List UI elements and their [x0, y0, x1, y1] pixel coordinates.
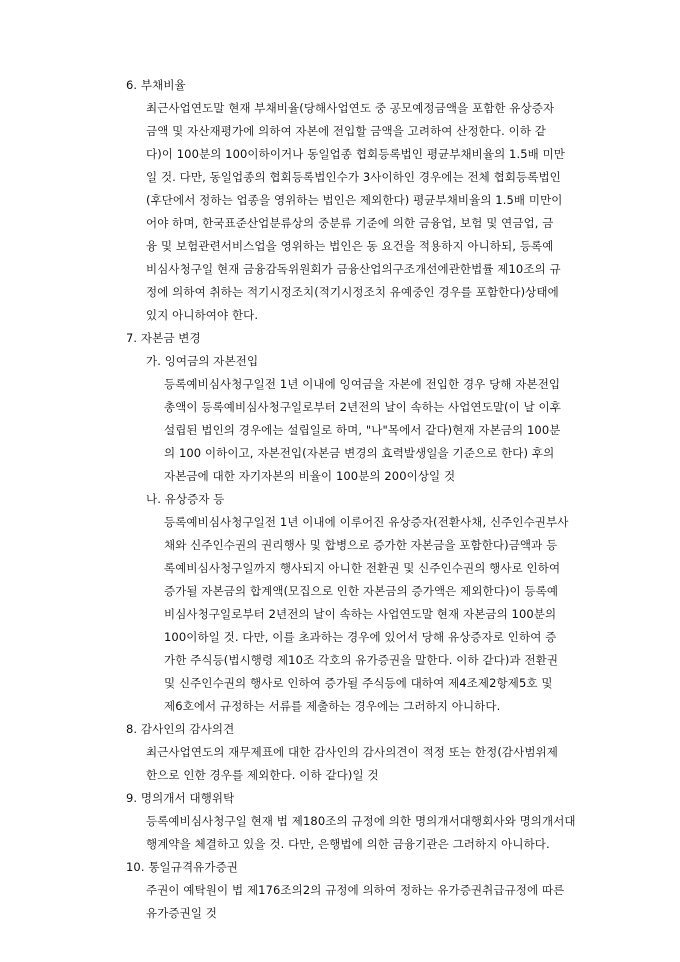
- section-9-line: 행계약을 체결하고 있을 것. 다만, 은행법에 의한 금융기관은 그러하지 아니하다.: [146, 837, 550, 851]
- section-7-na-heading: 나. 유상증자 등: [146, 492, 225, 506]
- section-7-na-line: 및 신주인수권의 행사로 인하여 증가될 주식등에 대하여 제4조제2항제5호 및: [164, 676, 553, 690]
- section-6-line: 최근사업연도말 현재 부채비율(당해사업연도 중 공모예정금액을 포함한 유상증자: [146, 101, 555, 115]
- section-6-line: (후단에서 정하는 업종을 영위하는 법인은 제외한다) 평균부채비율의 1.5배 미만이: [146, 193, 563, 207]
- section-6-line: 일 것. 다만, 동일업종의 협회등록법인수가 3사이하인 경우에는 전체 협회등록법인: [146, 170, 561, 184]
- section-7-na-line: 제6호에서 규정하는 서류를 제출하는 경우에는 그러하지 아니하다.: [164, 699, 501, 713]
- section-6-line: 정에 의하여 취하는 적기시정조치(적기시정조치 유예중인 경우를 포함한다)상태에: [146, 285, 559, 299]
- section-6-line: 융 및 보험관련서비스업을 영위하는 법인은 동 요건을 적용하지 아니하되, 등록예: [146, 239, 554, 253]
- section-6-line: 금액 및 자산재평가에 의하여 자본에 전입할 금액을 고려하여 산정한다. 이하 같: [146, 124, 546, 138]
- section-7-ga-heading: 가. 잉여금의 자본전입: [146, 354, 259, 368]
- section-7-na-line: 채와 신주인수권의 권리행사 및 합병으로 증가한 자본금을 포함한다)금액과 등: [164, 538, 558, 552]
- section-6-line: 비심사청구일 현재 금융감독위원회가 금융산업의구조개선에관한법률 제10조의 규: [146, 262, 561, 276]
- section-7-na-line: 100이하일 것. 다만, 이를 초과하는 경우에 있어서 당해 유상증자로 인하여 증: [164, 630, 557, 644]
- section-9-line: 등록예비심사청구일 현재 법 제180조의 규정에 의한 명의개서대행회사와 명의개서대: [146, 814, 576, 828]
- section-8-heading: 8. 감사인의 감사의견: [126, 722, 235, 736]
- section-7-ga-line: 등록예비심사청구일전 1년 이내에 잉여금을 자본에 전입한 경우 당해 자본전입: [164, 377, 561, 391]
- section-6-heading: 6. 부채비율: [126, 78, 186, 92]
- section-8-line: 한으로 인한 경우를 제외한다. 이하 같다)일 것: [146, 768, 379, 782]
- section-9-heading: 9. 명의개서 대행위탁: [126, 791, 235, 805]
- section-6-line: 있지 아니하여야 한다.: [146, 308, 259, 322]
- section-7-na-line: 증가될 자본금의 합계액(모집으로 인한 자본금의 증가액은 제외한다)이 등록예: [164, 584, 559, 598]
- section-10-line: 유가증권일 것: [146, 906, 218, 920]
- section-7-heading: 7. 자본금 변경: [126, 331, 201, 345]
- section-7-na-line: 등록예비심사청구일전 1년 이내에 이루어진 유상증자(전환사채, 신주인수권부사: [164, 515, 569, 529]
- section-6-line: 어야 하며, 한국표준산업분류상의 중분류 기준에 의한 금융업, 보험 및 연금업, 금: [146, 216, 554, 230]
- section-8-line: 최근사업연도의 재무제표에 대한 감사인의 감사의견이 적정 또는 한정(감사범위제: [146, 745, 558, 759]
- section-7-ga-line: 설립된 법인의 경우에는 설립일로 하며, "나"목에서 같다)현재 자본금의 100분: [164, 423, 561, 437]
- section-7-na-line: 가한 주식등(법시행령 제10조 각호의 유가증권을 말한다. 이하 같다)과 전환권: [164, 653, 559, 667]
- section-10-line: 주권이 예탁원이 법 제176조의2의 규정에 의하여 정하는 유가증권취급규정에 따른: [146, 883, 565, 897]
- section-7-na-line: 록예비심사청구일까지 행사되지 아니한 전환권 및 신주인수권의 행사로 인하여: [164, 561, 561, 575]
- section-7-ga-line: 자본금에 대한 자기자본의 비율이 100분의 200이상일 것: [164, 469, 456, 483]
- section-10-heading: 10. 통일규격유가증권: [126, 860, 239, 874]
- section-7-na-line: 비심사청구일로부터 2년전의 날이 속하는 사업연도말 현재 자본금의 100분의: [164, 607, 557, 621]
- section-7-ga-line: 의 100 이하이고, 자본전입(자본금 변경의 효력발생일을 기준으로 한다) 후의: [164, 446, 555, 460]
- section-6-line: 다)이 100분의 100이하이거나 동일업종 협회등록법인 평균부채비율의 1.5배 미만: [146, 147, 566, 161]
- section-7-ga-line: 총액이 등록예비심사청구일로부터 2년전의 날이 속하는 사업연도말(이 날 이후: [164, 400, 561, 414]
